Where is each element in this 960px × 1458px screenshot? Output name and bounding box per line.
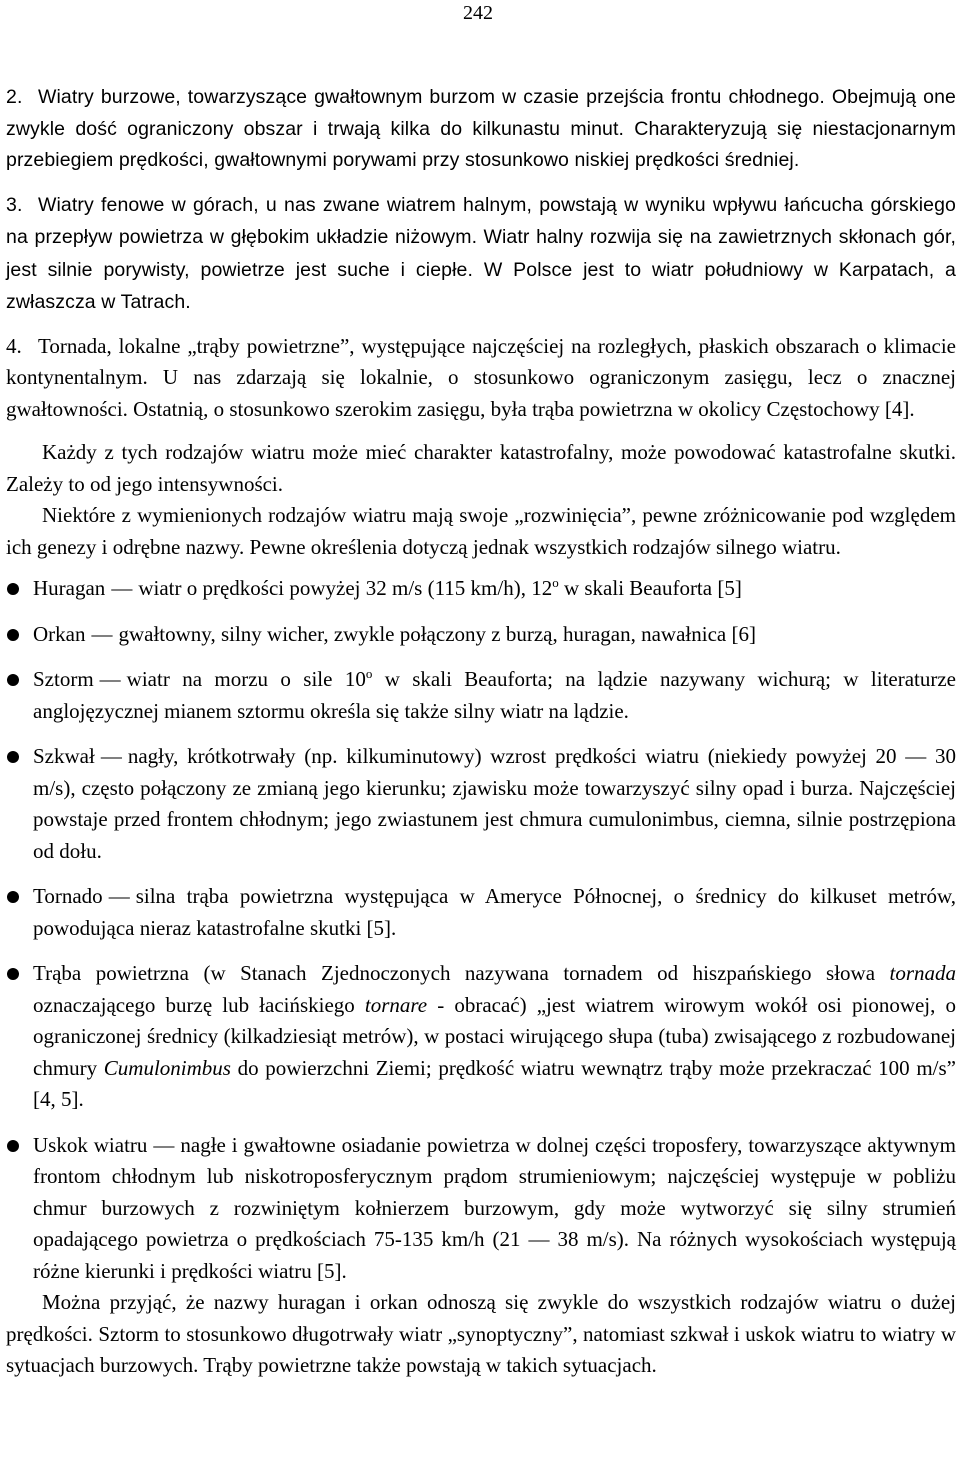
item-text-part-b: Wiatr halny rozwija się na zawietrznych skłonach gór, jest silnie porywisty, powietrze jest suche i ciepłe. W Polsce jest to wiatr południowy w Karpatach, a zwłaszcza w Tatrach. xyxy=(6,226,957,313)
bullet-icon xyxy=(7,891,19,903)
definition-sztorm xyxy=(6,664,956,727)
definition-text: do powierzchni Ziemi; prędkość wiatru wewnątrz trąby może przekraczać 100 m/s” [4, 5]. xyxy=(33,1055,956,1111)
term: Orkan xyxy=(33,621,86,646)
definition-text: - obracać) „jest wiatrem wirowym wokół osi pionowej, o ograniczonej średnicy (kilkadziesiąt metrów), w postaci wirującego słupa (tuba) zwisającego z rozbudowanej chmury xyxy=(33,992,956,1080)
dash: — xyxy=(111,576,133,600)
page-number: 242 xyxy=(463,2,493,24)
definition-text: nagłe i gwałtowne osiadanie powietrza w dolnej części troposfery, towarzyszące aktywnym frontom chłodnym lub niskotroposferycznym prądom strumieniowym; najczęściej występuje w pobliżu chmur burzowych z rozwiniętym kołnierzem burzowym, gdy może wytworzyć się silny strumień opadającego powietrza o prędkościach 75-135 km/h (21 — 38 m/s). Na różnych wysokościach występują różne kierunki i prędkości wiatru [5]. xyxy=(33,1132,956,1283)
item-number: 3. xyxy=(6,193,23,216)
italic-term: Cumulonimbus xyxy=(103,1055,231,1080)
definition-uskok-wiatru xyxy=(6,1130,956,1288)
item-number: 4. xyxy=(6,333,22,358)
item-number: 2. xyxy=(6,86,23,108)
bullet-icon xyxy=(7,751,19,763)
dash: — xyxy=(99,667,121,691)
dash: — xyxy=(91,621,113,646)
definition-text: gwałtowny, silny wicher, zwykle połączony z burzą, huragan, nawałnica [6] xyxy=(118,621,756,646)
term: Huragan xyxy=(33,576,106,600)
definition-text: wiatr na morzu o sile 10 xyxy=(126,667,366,691)
definition-text: nagły, krótkotrwały (np. kilkuminutowy) wzrost prędkości wiatru (niekiedy powyżej 20 — 30 m/s), często połączony ze zmianą jego kierunku; zjawisku może towarzyszyć silny opad i burza. Najczęściej powstaje przed frontem chłodnym; jego zwiastunem jest chmura cumulonimbus, ciemna, silnie postrzępiona od dołu. xyxy=(33,744,956,863)
paragraph: Każdy z tych rodzajów wiatru może mieć charakter katastrofalny, może powodować katastrofalne skutki. Zależy to od jego intensywności. xyxy=(6,440,956,496)
bullet-icon xyxy=(7,629,19,641)
page-body xyxy=(6,82,956,1382)
term: Uskok wiatru xyxy=(33,1132,148,1157)
definition-text: wiatr o prędkości powyżej 32 m/s (115 km/h), 12 xyxy=(138,576,553,600)
term: Szkwał xyxy=(33,744,95,768)
degree-sup: o xyxy=(552,575,559,590)
numbered-item-2 xyxy=(6,82,956,177)
numbered-item-3 xyxy=(6,189,956,319)
italic-term: tornada xyxy=(889,961,956,985)
term: Sztorm xyxy=(33,667,94,691)
definition-traba-powietrzna xyxy=(6,958,956,1116)
bullet-icon xyxy=(7,1140,19,1152)
definition-tornado xyxy=(6,881,956,944)
paragraph: Niektóre z wymienionych rodzajów wiatru mają swoje „rozwinięcia”, pewne zróżnicowanie pod względem ich genezy i odrębne nazwy. Pewne określenia dotyczą jednak wszystkich rodzajów silnego wiatru. xyxy=(6,503,956,559)
degree-sup: o xyxy=(365,666,373,681)
term: Tornado xyxy=(33,884,103,908)
definition-text: w skali Beauforta [5] xyxy=(558,576,742,600)
item-text-part-a: Wiatry fenowe w górach, u nas zwane wiatrem halnym, powstają w wyniku wpływu łańcucha górskiego na przepływ powietrza w głębokim układzie niżowym. xyxy=(6,193,956,248)
definition-text: oznaczającego burzę lub łacińskiego xyxy=(33,992,365,1017)
item-text: Tornada, lokalne „trąby powietrzne”, występujące najczęściej na rozległych, płaskich obszarach o klimacie kontynentalnym. U nas zdarzają się lokalnie, o stosunkowo ograniczonym zasięgu, lecz o znacznej gwałtowności. Ostatnią, o stosunkowo szerokim zasięgu, była trąba powietrzna w okolicy Częstochowy [4]. xyxy=(6,333,956,421)
definition-text: (w Stanach Zjednoczonych nazywana tornadem od hiszpańskiego słowa xyxy=(203,961,890,985)
bullet-icon xyxy=(7,968,19,980)
closing-paragraph: Można przyjąć, że nazwy huragan i orkan odnoszą się zwykle do wszystkich rodzajów wiatru o dużej prędkości. Sztorm to stosunkowo długotrwały wiatr „synoptyczny”, natomiast szkwał i uskok wiatru to wiatry w sytuacjach burzowych. Trąby powietrzne także powstają w takich sytuacjach. xyxy=(6,1290,956,1377)
definition-text: w skali Beauforta; na lądzie nazywany wichurą; w literaturze anglojęzycznej mianem sztormu określa się także silny wiatr na lądzie. xyxy=(33,667,957,723)
definition-szkwal xyxy=(6,741,956,867)
dash: — xyxy=(100,744,122,768)
definition-text: silna trąba powietrzna występująca w Ameryce Północnej, o średnicy do kilkuset metrów, powodująca nieraz katastrofalne skutki [5]. xyxy=(33,884,956,940)
bullet-icon xyxy=(7,583,19,595)
dash: — xyxy=(153,1132,175,1157)
term: Trąba powietrzna xyxy=(33,961,189,985)
dash: — xyxy=(108,884,130,908)
definition-list xyxy=(6,573,956,1287)
definition-orkan xyxy=(6,619,956,651)
item-text: Wiatry burzowe, towarzyszące gwałtownym burzom w czasie przejścia frontu chłodnego. Obejmują one zwykle dość ograniczony obszar i trwają kilka do kilkunastu minut. Charakteryzują się niestacjonarnym przebiegiem prędkości, gwałtownymi porywami przy stosunkowo niskiej prędkości średniej. xyxy=(6,86,956,171)
bullet-icon xyxy=(7,674,19,686)
numbered-item-4 xyxy=(6,331,956,426)
italic-term: tornare xyxy=(364,992,428,1017)
definition-huragan xyxy=(6,573,956,605)
